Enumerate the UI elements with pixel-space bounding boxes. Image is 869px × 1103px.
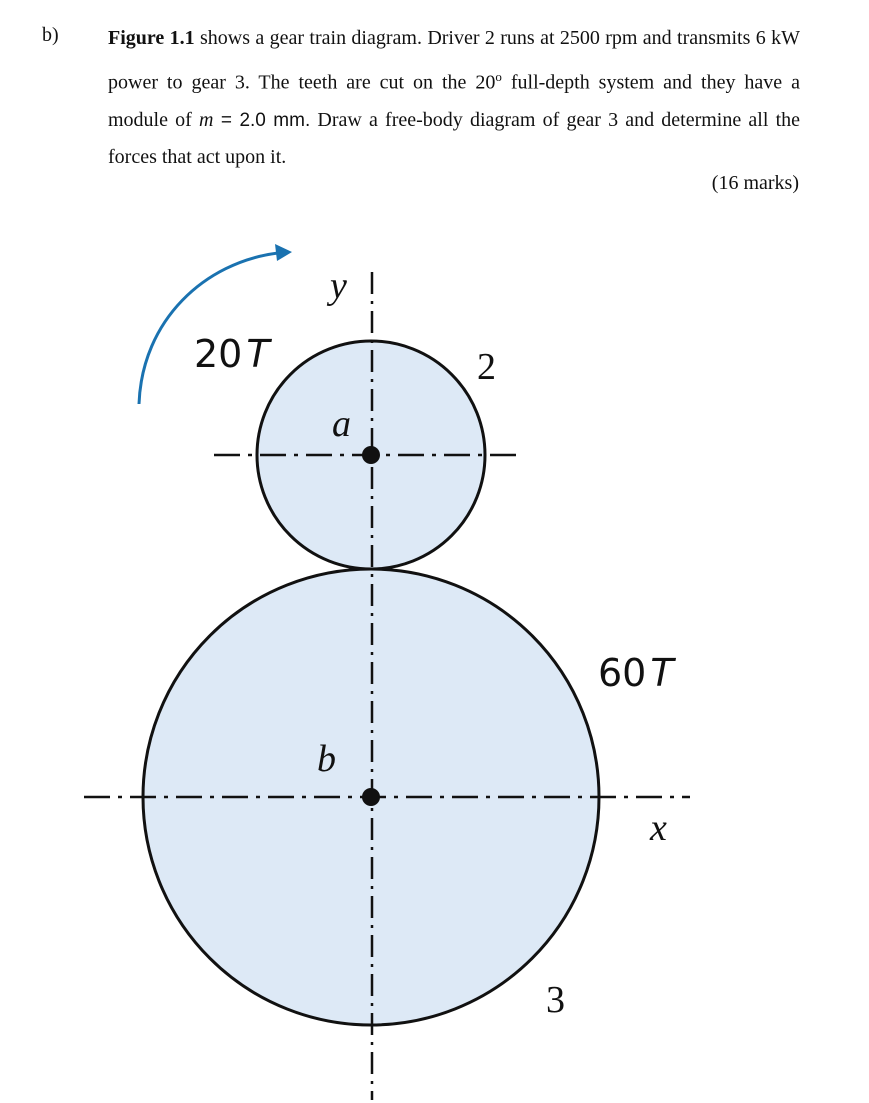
rotation-arrow-head <box>275 244 292 261</box>
question-text-part-2: full-depth system and they have a module of <box>108 71 800 131</box>
gear-3-number-label: 3 <box>546 979 565 1021</box>
gear-3-teeth-unit: T <box>650 651 674 695</box>
gear-3-teeth-number: 60 <box>598 651 647 695</box>
gear-2-teeth-label <box>194 332 272 376</box>
question-label: b) <box>42 24 59 46</box>
degree-symbol: o <box>495 68 502 84</box>
gear-2-teeth-unit: T <box>246 332 270 376</box>
gear-3-center-label: b <box>317 738 336 780</box>
gear-2-center-label: a <box>332 403 351 445</box>
x-axis-label: x <box>650 807 667 849</box>
question-text-part-1: shows a gear train diagram. Driver 2 runs at 2500 rpm and transmits 6 kW power to gear 3. The teeth are cut on the 20 <box>108 27 800 94</box>
gear-2-center-point <box>362 446 380 464</box>
gear-2-teeth-number: 20 <box>194 332 243 376</box>
marks-allocation: (16 marks) <box>711 172 799 194</box>
rotation-arrow <box>139 253 278 404</box>
figure-reference: Figure 1.1 <box>108 27 195 49</box>
module-variable: m <box>199 108 214 131</box>
gear-3-teeth-label <box>598 651 676 695</box>
module-value: = 2.0 mm. <box>213 109 311 131</box>
gear-2-number-label: 2 <box>477 346 496 388</box>
gear-3-center-point <box>362 788 380 806</box>
y-axis-label: y <box>330 265 347 307</box>
question-text-part-3: Draw a free-body diagram of gear 3 and determine all the forces that act upon it. <box>108 108 801 169</box>
